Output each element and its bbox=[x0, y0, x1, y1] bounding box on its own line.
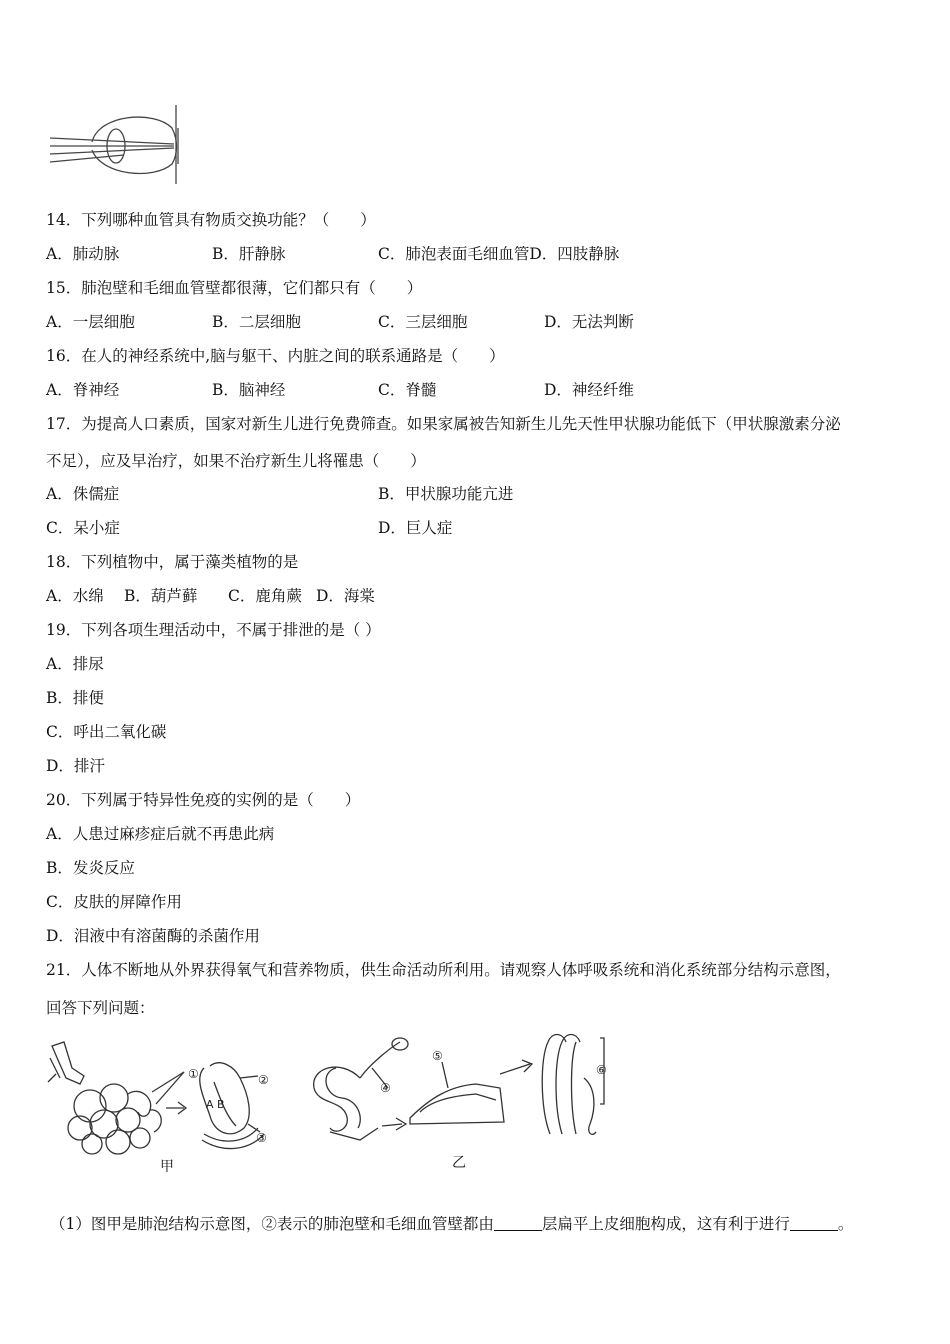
q17-option-c[interactable]: C．呆小症 bbox=[46, 519, 120, 537]
label-2: ② bbox=[258, 1073, 269, 1087]
q16-options bbox=[46, 380, 634, 400]
q14-stem: 14．下列哪种血管具有物质交换功能？（ ） bbox=[46, 211, 376, 229]
intestine-diagram bbox=[300, 1028, 620, 1152]
q17-option-b[interactable]: B．甲状腺功能亢进 bbox=[378, 485, 514, 503]
q14-options bbox=[46, 244, 619, 264]
q19-option-a[interactable]: A．排尿 bbox=[46, 655, 104, 673]
q20-option-b[interactable]: B．发炎反应 bbox=[46, 859, 135, 877]
q18-options bbox=[46, 586, 375, 606]
q16-option-b[interactable]: B．脑神经 bbox=[212, 381, 286, 399]
q17-option-a[interactable]: A．侏儒症 bbox=[46, 485, 120, 503]
q18-option-b[interactable]: B．葫芦藓 bbox=[124, 587, 198, 605]
q17-stem-line2: 不足），应及早治疗，如果不治疗新生儿将罹患（ ） bbox=[46, 452, 426, 470]
q17-option-d[interactable]: D．巨人症 bbox=[378, 519, 453, 537]
q18-stem: 18．下列植物中，属于藻类植物的是 bbox=[46, 553, 299, 571]
q18-option-c[interactable]: C．鹿角蕨 bbox=[228, 587, 302, 605]
q15-option-b[interactable]: B．二层细胞 bbox=[212, 313, 301, 331]
q16-stem: 16．在人的神经系统中,脑与躯干、内脏之间的联系通路是（ ） bbox=[46, 347, 505, 365]
q18-option-d[interactable]: D．海棠 bbox=[316, 587, 375, 605]
q15-option-a[interactable]: A．一层细胞 bbox=[46, 313, 135, 331]
label-5: ⑤ bbox=[432, 1049, 443, 1063]
answer-blank-1[interactable] bbox=[494, 1216, 542, 1231]
q14-option-d[interactable]: D．四肢静脉 bbox=[529, 245, 620, 263]
q16-option-d[interactable]: D．神经纤维 bbox=[544, 381, 634, 399]
q15-options bbox=[46, 312, 634, 332]
q17-options-row2 bbox=[46, 518, 452, 538]
label-4: ④ bbox=[380, 1081, 391, 1095]
q14-option-c[interactable]: C．肺泡表面毛细血管 bbox=[378, 245, 530, 263]
label-1: ① bbox=[188, 1067, 199, 1081]
q20-option-c[interactable]: C．皮肤的屏障作用 bbox=[46, 893, 182, 911]
q17-options-row1 bbox=[46, 484, 513, 504]
label-6: ⑥ bbox=[596, 1063, 607, 1077]
q21-sub1 bbox=[50, 1214, 853, 1234]
label-ab: A B bbox=[206, 1098, 225, 1111]
answer-blank-2[interactable] bbox=[790, 1216, 838, 1231]
q21-sub1-part3: 。 bbox=[837, 1215, 854, 1233]
q21-stem-line1: 21．人体不断地从外界获得氧气和营养物质，供生命活动所利用。请观察人体呼吸系统和消化系统部分结构示意图， bbox=[46, 961, 841, 979]
q21-sub1-part1: （1）图甲是肺泡结构示意图，②表示的肺泡壁和毛细血管壁都由 bbox=[50, 1215, 494, 1233]
q14-option-a[interactable]: A．肺动脉 bbox=[46, 245, 120, 263]
fig-jia-caption: 甲 bbox=[160, 1159, 174, 1175]
q18-option-a[interactable]: A．水绵 bbox=[46, 587, 104, 605]
q19-option-b[interactable]: B．排便 bbox=[46, 689, 104, 707]
q15-option-d[interactable]: D．无法判断 bbox=[544, 313, 634, 331]
q15-stem: 15．肺泡壁和毛细血管壁都很薄，它们都只有（ ） bbox=[46, 279, 423, 297]
q16-option-c[interactable]: C．脊髓 bbox=[378, 381, 437, 399]
q14-option-b[interactable]: B．肝静脉 bbox=[212, 245, 286, 263]
q17-stem-line1: 17．为提高人口素质，国家对新生儿进行免费筛查。如果家属被告知新生儿先天性甲状腺功能低下（甲状腺激素分泌 bbox=[46, 415, 841, 433]
q15-option-c[interactable]: C．三层细胞 bbox=[378, 313, 468, 331]
q21-sub1-part2: 层扁平上皮细胞构成，这有利于进行 bbox=[541, 1215, 790, 1233]
q19-option-c[interactable]: C．呼出二氧化碳 bbox=[46, 723, 167, 741]
fig-yi-caption: 乙 bbox=[452, 1155, 466, 1171]
label-3: ③ bbox=[256, 1131, 267, 1145]
q19-stem: 19．下列各项生理活动中，不属于排泄的是（ ） bbox=[46, 621, 381, 639]
eye-diagram bbox=[44, 100, 184, 190]
q20-stem: 20．下列属于特异性免疫的实例的是（ ） bbox=[46, 791, 361, 809]
q19-option-d[interactable]: D．排汗 bbox=[46, 757, 105, 775]
q21-stem-line2: 回答下列问题： bbox=[46, 999, 155, 1017]
q20-option-d[interactable]: D．泪液中有溶菌酶的杀菌作用 bbox=[46, 927, 260, 945]
alveoli-diagram bbox=[44, 1038, 284, 1162]
q20-option-a[interactable]: A．人患过麻疹症后就不再患此病 bbox=[46, 825, 275, 843]
q16-option-a[interactable]: A．脊神经 bbox=[46, 381, 120, 399]
